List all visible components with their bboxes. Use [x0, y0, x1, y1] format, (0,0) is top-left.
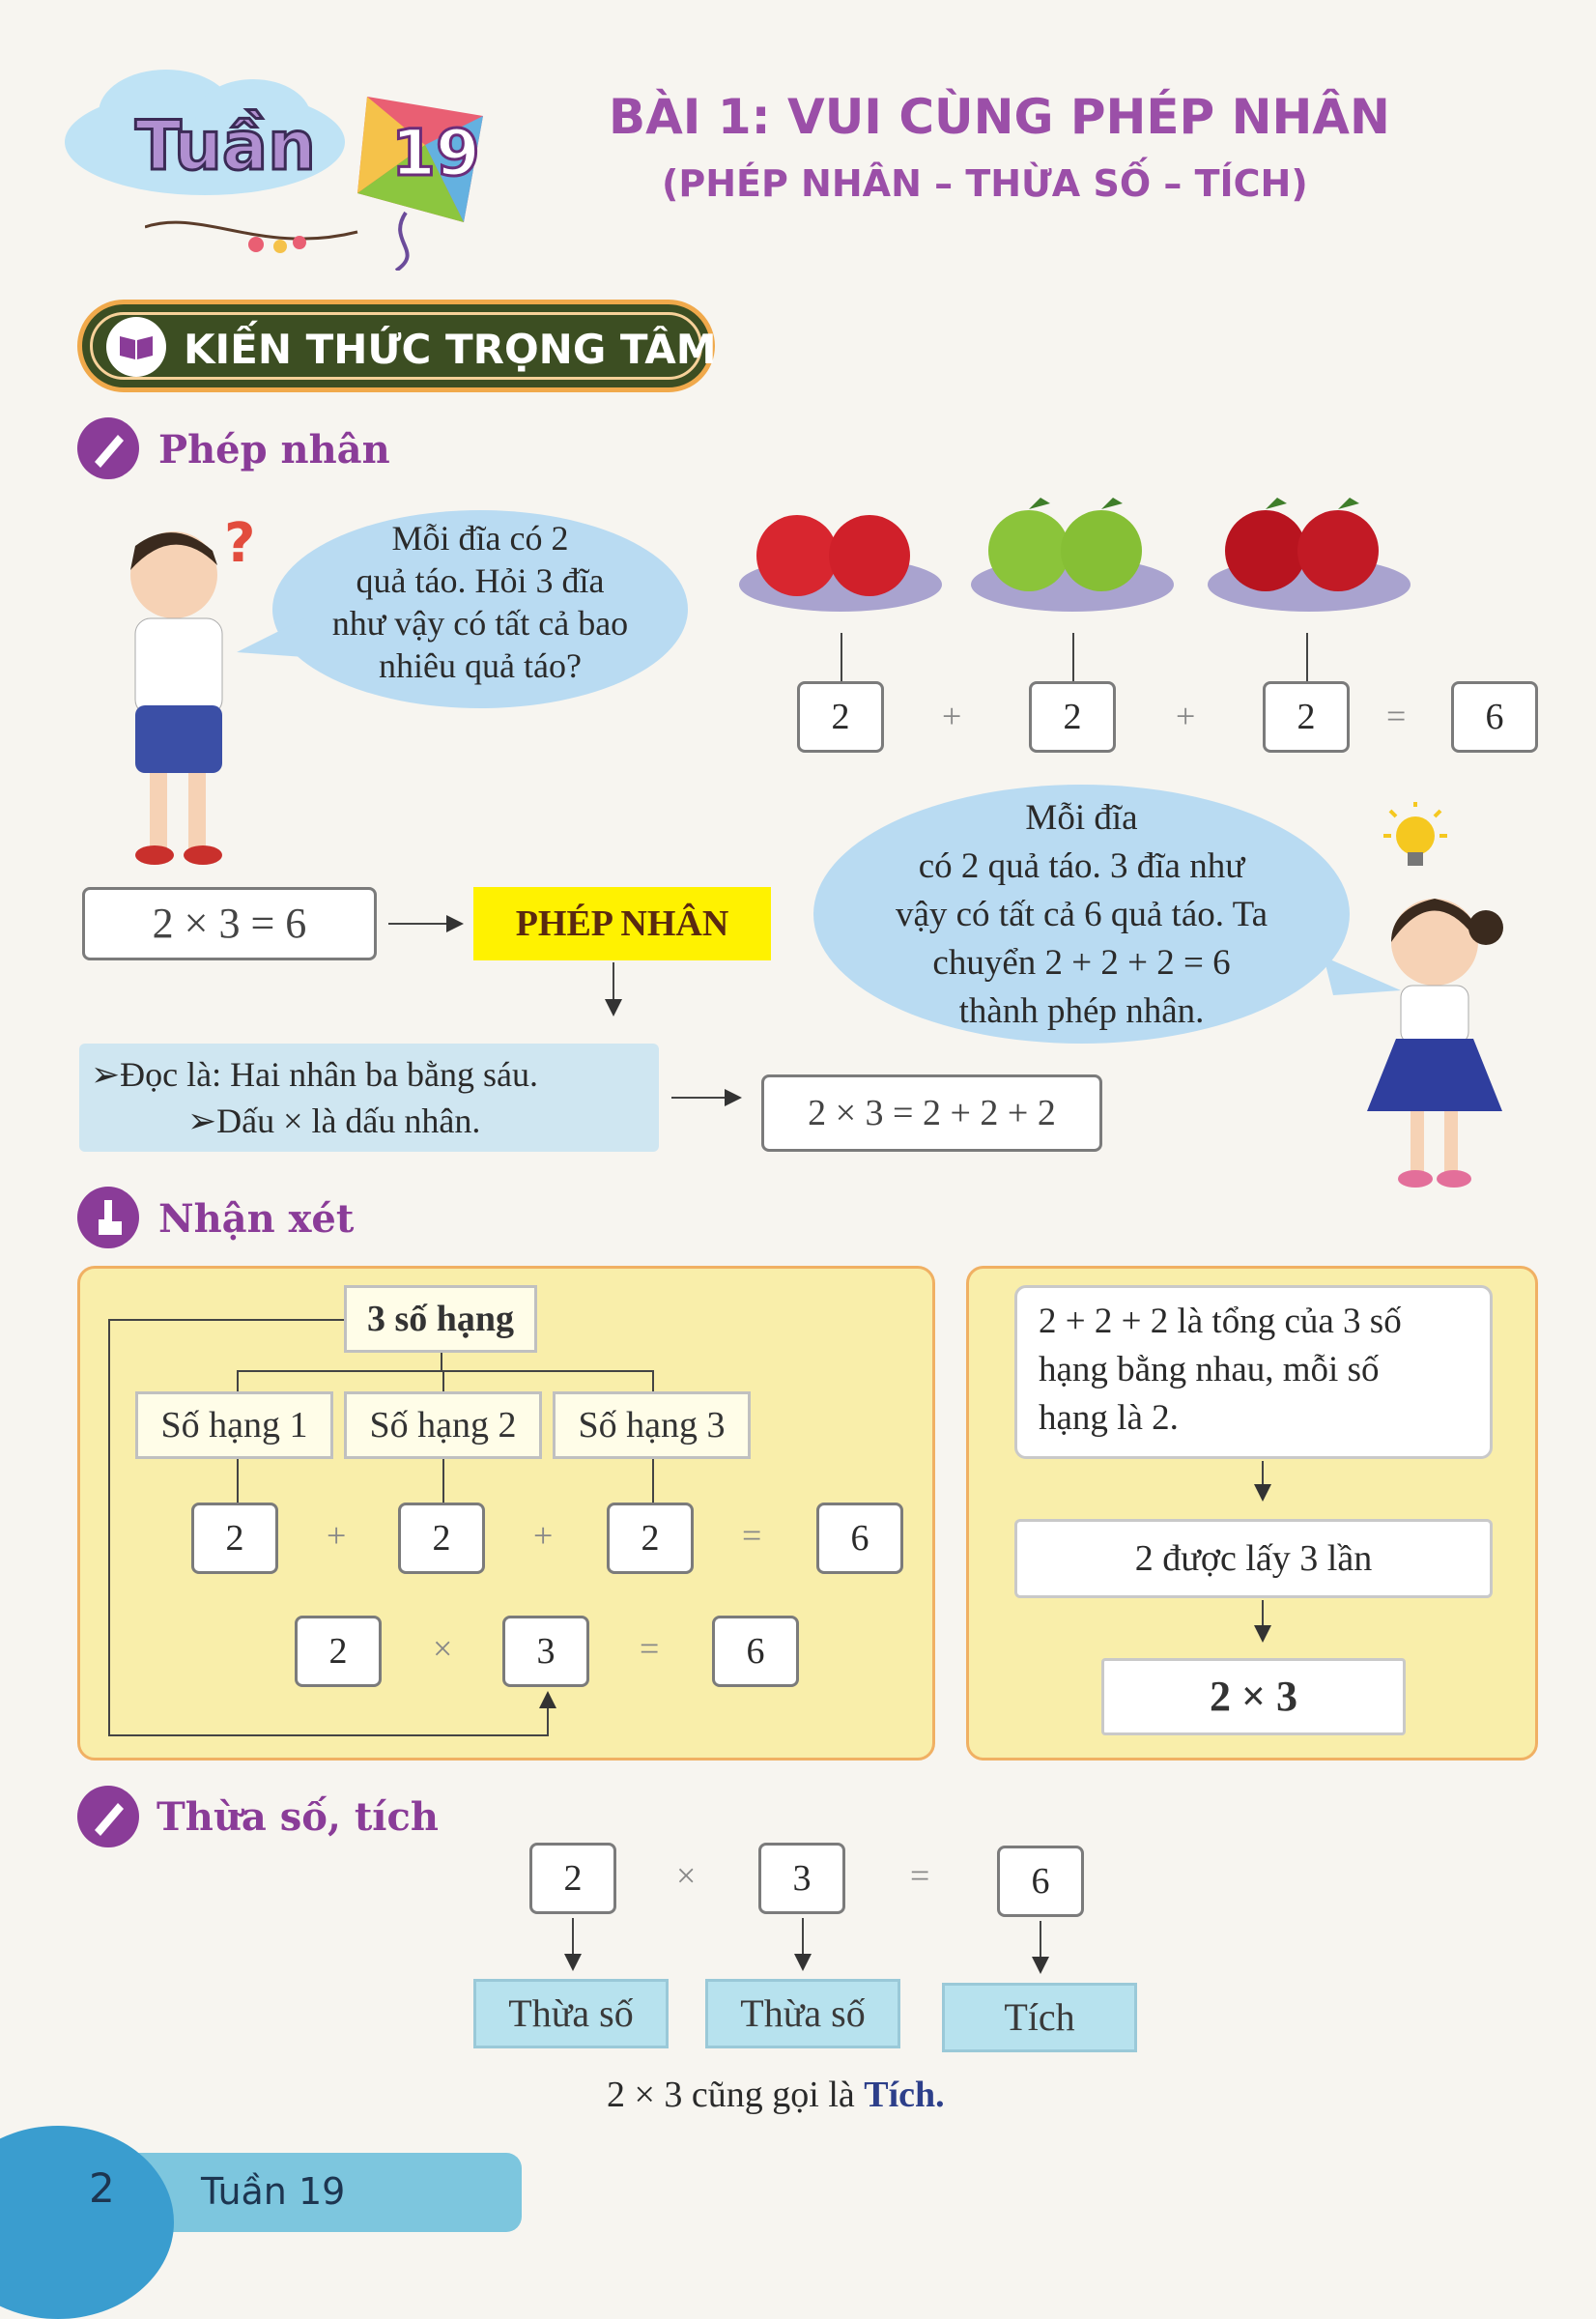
sum-term-box-3: 2 — [607, 1503, 694, 1574]
apple-plates — [739, 488, 1546, 618]
girl-explanation-text — [813, 794, 1350, 1036]
plate-red-apples-1 — [739, 515, 942, 612]
boy-line-4: nhiêu quả táo? — [379, 646, 582, 685]
product-label: Tích — [942, 1983, 1137, 2052]
footer-week: Tuần 19 — [201, 2170, 346, 2213]
factor-box-2: 3 — [758, 1843, 845, 1914]
sum-result-box: 6 — [1451, 681, 1538, 753]
equals-sign: = — [640, 1629, 660, 1668]
week-label: Tuần — [135, 106, 316, 186]
sum-note-box — [1014, 1285, 1493, 1459]
boy-line-2: quả táo. Hỏi 3 đĩa — [356, 561, 605, 600]
multiplication-name-label: PHÉP NHÂN — [473, 887, 771, 960]
reading-line-1: ➢Đọc là: Hai nhân ba bằng sáu. — [91, 1055, 539, 1094]
page-number: 2 — [89, 2164, 115, 2212]
factor-label-2: Thừa số — [705, 1979, 900, 2048]
equals-sign: = — [910, 1856, 930, 1895]
pencil-icon — [77, 417, 139, 479]
terms-count-label: 3 số hạng — [344, 1285, 537, 1353]
addend-box-3: 2 — [1263, 681, 1350, 753]
repeat-statement-box: 2 được lấy 3 lần — [1014, 1519, 1493, 1598]
addend-box-1: 2 — [797, 681, 884, 753]
plus-sign: + — [327, 1516, 347, 1555]
kite-string-icon — [145, 208, 367, 266]
lightbulb-icon — [1382, 802, 1449, 879]
sum-result-box: 6 — [816, 1503, 903, 1574]
girl-line-2: có 2 quả táo. 3 đĩa như — [918, 846, 1245, 886]
girl-illustration — [1343, 889, 1526, 1198]
equals-sign: = — [1386, 697, 1407, 735]
term-label-1: Số hạng 1 — [135, 1391, 333, 1459]
section-title: KIẾN THỨC TRỌNG TÂM — [184, 326, 717, 373]
plate-red-apples-2 — [1208, 498, 1411, 612]
equation-box: 2 × 3 = 6 — [82, 887, 377, 960]
reading-line-2: ➢Dấu × là dấu nhân. — [187, 1102, 481, 1140]
plus-sign: + — [942, 697, 962, 735]
girl-line-1: Mỗi đĩa — [1025, 798, 1138, 838]
note-line-1: 2 + 2 + 2 là tổng của 3 số — [1039, 1302, 1402, 1341]
product-factor-box-1: 2 — [295, 1616, 382, 1687]
girl-line-5: thành phép nhân. — [958, 991, 1205, 1031]
note-line-2: hạng bằng nhau, mỗi số — [1039, 1350, 1380, 1389]
lesson-subtitle: (PHÉP NHÂN – THỪA SỐ – TÍCH) — [662, 162, 1308, 205]
boy-question-text — [272, 517, 688, 687]
term-label-3: Số hạng 3 — [553, 1391, 751, 1459]
book-icon — [106, 317, 166, 377]
boy-line-1: Mỗi đĩa có 2 — [391, 519, 569, 558]
footnote-bold: Tích. — [864, 2075, 945, 2115]
remark-heading: Nhận xét — [158, 1196, 355, 1242]
week-number: 19 — [391, 116, 480, 190]
hand-point-icon — [77, 1187, 139, 1248]
factors-footnote — [607, 2074, 945, 2116]
equals-sign: = — [742, 1516, 762, 1555]
lesson-title: BÀI 1: VUI CÙNG PHÉP NHÂN — [609, 89, 1390, 145]
sum-term-box-2: 2 — [398, 1503, 485, 1574]
boy-illustration — [97, 522, 242, 870]
pencil-icon — [77, 1786, 139, 1847]
plus-sign: + — [533, 1516, 554, 1555]
plate-green-apples — [971, 498, 1174, 612]
factor-label-1: Thừa số — [473, 1979, 669, 2048]
plus-sign: + — [1176, 697, 1196, 735]
girl-line-3: vậy có tất cả 6 quả táo. Ta — [895, 895, 1268, 934]
boy-line-3: như vậy có tất cả bao — [331, 604, 629, 643]
term-label-2: Số hạng 2 — [344, 1391, 542, 1459]
product-expression-box: 2 × 3 — [1101, 1658, 1406, 1735]
question-mark-icon: ? — [224, 512, 256, 575]
multiplication-heading: Phép nhân — [158, 427, 390, 472]
times-sign: × — [433, 1629, 453, 1668]
expansion-box: 2 × 3 = 2 + 2 + 2 — [761, 1074, 1102, 1152]
product-result-box: 6 — [712, 1616, 799, 1687]
product-factor-box-2: 3 — [502, 1616, 589, 1687]
footnote-text: 2 × 3 cũng gọi là — [607, 2075, 865, 2115]
factors-heading: Thừa số, tích — [157, 1794, 439, 1840]
factor-box-1: 2 — [529, 1843, 616, 1914]
note-line-3: hạng là 2. — [1039, 1398, 1179, 1438]
times-sign: × — [676, 1856, 697, 1895]
addend-box-2: 2 — [1029, 681, 1116, 753]
sum-term-box-1: 2 — [191, 1503, 278, 1574]
product-box: 6 — [997, 1846, 1084, 1917]
girl-line-4: chuyển 2 + 2 + 2 = 6 — [932, 943, 1231, 983]
reading-note — [79, 1044, 659, 1152]
